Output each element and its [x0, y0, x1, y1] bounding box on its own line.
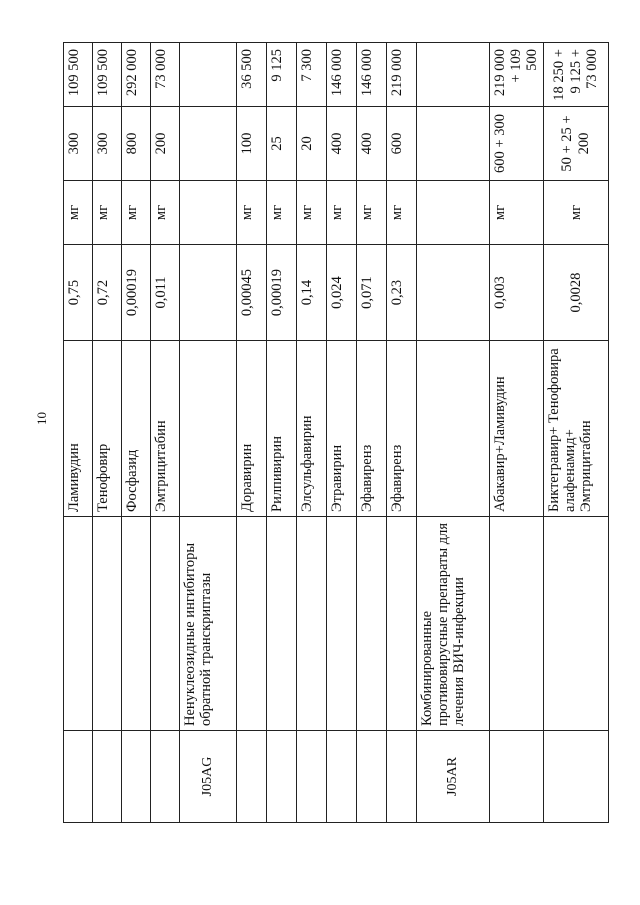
ddd-cell [180, 245, 237, 341]
code-cell [357, 731, 387, 823]
drug-name-cell: Элсульфавирин [297, 341, 327, 517]
dose-cell [417, 107, 490, 181]
dose-cell: 800 [122, 107, 151, 181]
code-cell [122, 731, 151, 823]
code-cell [237, 731, 267, 823]
dose-cell [180, 107, 237, 181]
drug-name-cell: Тенофовир [93, 341, 122, 517]
table-row [237, 43, 267, 823]
dose-cell: 400 [357, 107, 387, 181]
page-number: 10 [34, 412, 49, 425]
table-row [327, 43, 357, 823]
ddd-cell: 0,72 [93, 245, 122, 341]
drug-name-cell: Рилпивирин [267, 341, 297, 517]
table-row [151, 43, 180, 823]
group-cell [543, 517, 608, 731]
group-cell [297, 517, 327, 731]
ddd-cell: 0,0028 [543, 245, 608, 341]
table-row [297, 43, 327, 823]
table-row [93, 43, 122, 823]
drug-table [63, 42, 609, 823]
unit-cell: мг [297, 181, 327, 245]
dose-cell: 100 [237, 107, 267, 181]
code-cell [267, 731, 297, 823]
drug-name-cell: Ламивудин [64, 341, 93, 517]
table-row [490, 43, 544, 823]
table-row [122, 43, 151, 823]
dose-cell: 25 [267, 107, 297, 181]
group-cell [93, 517, 122, 731]
group-cell [387, 517, 417, 731]
dose-cell: 20 [297, 107, 327, 181]
code-cell [490, 731, 544, 823]
atc-code-cell: J05AG [180, 731, 237, 823]
group-cell [490, 517, 544, 731]
dose-cell: 200 [151, 107, 180, 181]
drug-name-cell: Этравирин [327, 341, 357, 517]
unit-cell: мг [387, 181, 417, 245]
unit-cell: мг [543, 181, 608, 245]
table-row [543, 43, 608, 823]
ddd-cell: 0,011 [151, 245, 180, 341]
dose-cell: 400 [327, 107, 357, 181]
unit-cell: мг [490, 181, 544, 245]
annual-value-cell: 36 500 [237, 43, 267, 107]
group-cell [357, 517, 387, 731]
drug-name-cell: Эмтрицитабин [151, 341, 180, 517]
group-cell: Ненуклеозидные ингибиторы обратной транскриптазы [180, 517, 237, 731]
group-cell [267, 517, 297, 731]
annual-value-cell: 9 125 [267, 43, 297, 107]
annual-value-cell: 18 250 + 9 125 + 73 000 [543, 43, 608, 107]
code-cell [387, 731, 417, 823]
code-cell [543, 731, 608, 823]
unit-cell: мг [267, 181, 297, 245]
table-row [64, 43, 93, 823]
table-row [387, 43, 417, 823]
table-row [357, 43, 387, 823]
drug-name-cell [417, 341, 490, 517]
annual-value-cell: 109 500 [64, 43, 93, 107]
annual-value-cell [417, 43, 490, 107]
drug-name-cell: Биктегравир+ Тенофовира алафенамид+ Эмтрицитабин [543, 341, 608, 517]
ddd-cell: 0,024 [327, 245, 357, 341]
unit-cell: мг [93, 181, 122, 245]
group-header-row [417, 43, 490, 823]
drug-name-cell: Эфавиренз [357, 341, 387, 517]
annual-value-cell: 292 000 [122, 43, 151, 107]
ddd-cell: 0,75 [64, 245, 93, 341]
dose-cell: 600 + 300 [490, 107, 544, 181]
code-cell [297, 731, 327, 823]
group-cell [327, 517, 357, 731]
ddd-cell [417, 245, 490, 341]
drug-name-cell: Абакавир+Ламивудин [490, 341, 544, 517]
ddd-cell: 0,23 [387, 245, 417, 341]
unit-cell: мг [327, 181, 357, 245]
ddd-cell: 0,00019 [267, 245, 297, 341]
dose-cell: 300 [93, 107, 122, 181]
drug-name-cell: Эфавиренз [387, 341, 417, 517]
unit-cell: мг [64, 181, 93, 245]
dose-cell: 50 + 25 + 200 [543, 107, 608, 181]
ddd-cell: 0,14 [297, 245, 327, 341]
group-cell [151, 517, 180, 731]
dose-cell: 300 [64, 107, 93, 181]
atc-code-cell: J05AR [417, 731, 490, 823]
group-cell [237, 517, 267, 731]
unit-cell: мг [122, 181, 151, 245]
table-row [267, 43, 297, 823]
annual-value-cell: 73 000 [151, 43, 180, 107]
annual-value-cell: 219 000 [387, 43, 417, 107]
annual-value-cell [180, 43, 237, 107]
drug-name-cell [180, 341, 237, 517]
rotated-table-sheet [63, 43, 600, 823]
unit-cell [180, 181, 237, 245]
ddd-cell: 0,003 [490, 245, 544, 341]
drug-name-cell: Доравирин [237, 341, 267, 517]
unit-cell [417, 181, 490, 245]
ddd-cell: 0,00045 [237, 245, 267, 341]
annual-value-cell: 146 000 [327, 43, 357, 107]
code-cell [151, 731, 180, 823]
ddd-cell: 0,00019 [122, 245, 151, 341]
unit-cell: мг [151, 181, 180, 245]
ddd-cell: 0,071 [357, 245, 387, 341]
annual-value-cell: 109 500 [93, 43, 122, 107]
group-cell [64, 517, 93, 731]
group-cell [122, 517, 151, 731]
unit-cell: мг [237, 181, 267, 245]
dose-cell: 600 [387, 107, 417, 181]
group-header-row [180, 43, 237, 823]
annual-value-cell: 7 300 [297, 43, 327, 107]
code-cell [93, 731, 122, 823]
code-cell [327, 731, 357, 823]
annual-value-cell: 146 000 [357, 43, 387, 107]
drug-name-cell: Фосфазид [122, 341, 151, 517]
code-cell [64, 731, 93, 823]
annual-value-cell: 219 000 + 109 500 [490, 43, 544, 107]
group-cell: Комбинированные противовирусные препараты для лечения ВИЧ-инфекции [417, 517, 490, 731]
unit-cell: мг [357, 181, 387, 245]
